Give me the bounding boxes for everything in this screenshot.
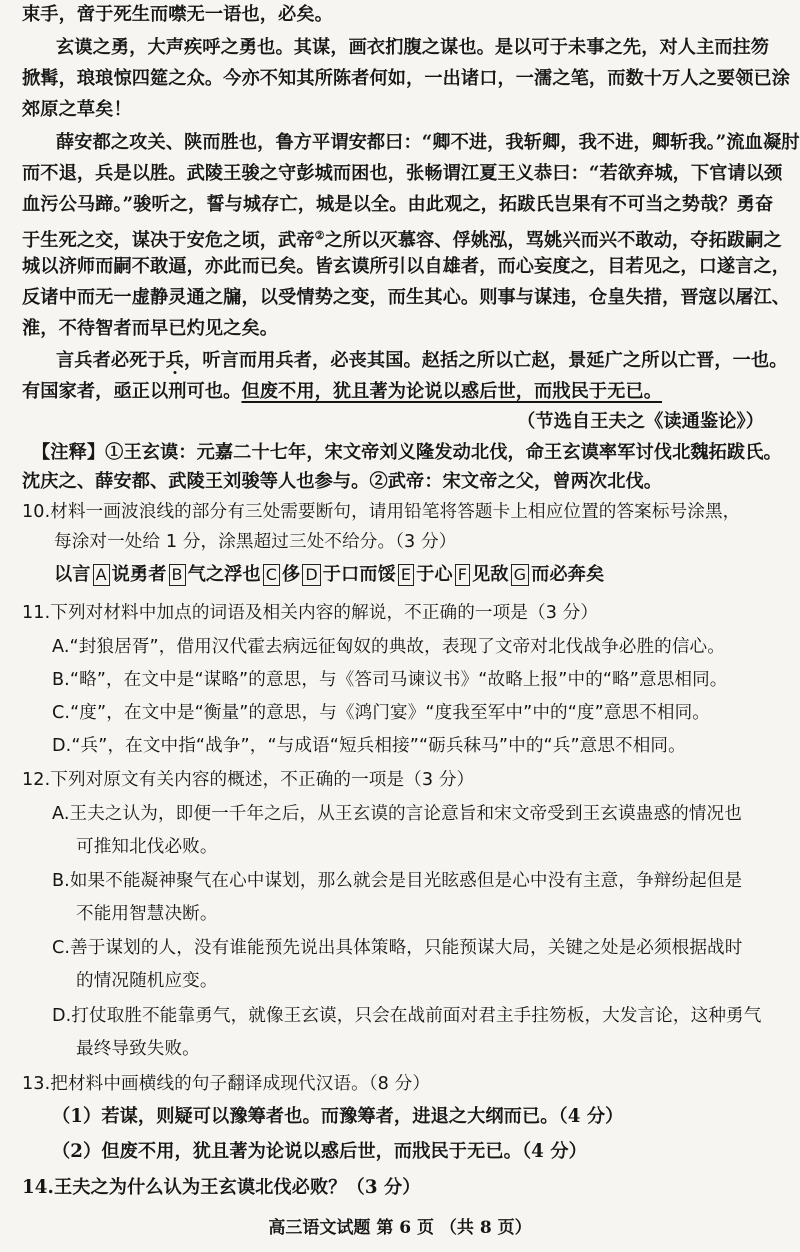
passage-line (22, 379, 662, 405)
q11-option-b: B.“略”，在文中是“谋略”的意思，与《答司马谏议书》“故略上报”中的“略”意思相同。 (52, 670, 728, 690)
passage-text: ，听言而用兵者，必丧其国。赵括之所以亡赵，景延广之所以亡晋，一也。 (184, 350, 788, 371)
footnote-marker: ② (314, 229, 325, 242)
q12-option-c-cont: 的情况随机应变。 (76, 971, 218, 991)
passage-line: 反诸中而无一虚静灵通之牖，以受情势之变，而生其心。则事与谋违，仓皇失措，晋寇以屠江、 (22, 287, 791, 308)
q10-segment: 于心 (416, 564, 453, 585)
passage-line: 血污公马蹄。”骏听之，誓与城存亡，城是以全。由此观之，拓跋氏岂果有不可当之势哉？勇奋 (22, 194, 774, 215)
dotted-word: 兵 (165, 350, 185, 371)
break-option-box[interactable]: F (455, 564, 470, 586)
break-option-box[interactable]: D (302, 564, 320, 586)
q12-option-d: D.打仗取胜不能靠勇气，就像王玄谟，只会在战前面对君主手拄笏板，大发言论，这种勇气 (52, 1006, 762, 1026)
q10-segment: 于口而馁 (322, 564, 396, 585)
q12-stem: 12.下列对原文有关内容的概述，不正确的一项是（3 分） (22, 770, 475, 790)
passage-text: 之所以灭慕容、俘姚泓，骂姚兴而兴不敢动，夺拓跋嗣之 (324, 230, 782, 252)
passage-line (22, 223, 782, 254)
notes-line (32, 440, 782, 466)
q13-stem: 13.把材料中画横线的句子翻译成现代汉语。（8 分） (22, 1074, 431, 1094)
passage-line: 束手，啻于死生而噤无一语也，必矣。 (22, 4, 333, 25)
q12-option-b: B.如果不能凝神聚气在心中谋划，那么就会是目光眩惑但是心中没有主意，争辩纷起但是 (52, 871, 743, 891)
break-option-box[interactable]: A (93, 564, 110, 586)
q13-sentence-2: （2）但废不用，犹且著为论说以惑后世，而戕民于无已。（4 分） (52, 1141, 587, 1162)
q10-segment: 说勇者 (111, 564, 167, 585)
q11-option-a: A.“封狼居胥”，借用汉代霍去病远征匈奴的典故，表现了文帝对北伐战争必胜的信心。 (52, 637, 725, 657)
passage-text: 于生死之交，谋决于安危之顷，武帝 (22, 230, 315, 252)
passage-text: 有国家者，亟正以刑可也。 (22, 381, 242, 402)
q10-stem: 10.材料一画波浪线的部分有三处需要断句，请用铅笔将答题卡上相应位置的答案标号涂黑， (22, 502, 741, 522)
page-footer: 高三语文试题 第 6 页 （共 8 页） (268, 1218, 532, 1238)
break-option-box[interactable]: G (511, 564, 530, 586)
passage-line: 而不退，兵是以胜。武陵王骏之守彭城而困也，张畅谓江夏王义恭曰：“若欲弃城，下官请以颈 (22, 163, 783, 184)
passage-line: 淮，不待智者而早已灼见之矣。 (22, 318, 279, 339)
q10-stem: 每涂对一处给 1 分，涂黑超过三处不给分。（3 分） (54, 532, 457, 552)
passage-line: 城以济师而嗣不敢逼，亦此而已矣。皆玄谟所引以自雄者，而心妄度之，目若见之，口遂言之， (22, 256, 791, 277)
q10-segment: 而必奔矣 (531, 564, 605, 585)
q10-sentence (54, 562, 604, 588)
q11-option-c: C.“度”，在文中是“衡量”的意思，与《鸿门宴》“度我至军中”中的“度”意思不相同。 (52, 703, 710, 723)
passage-line (56, 348, 788, 374)
q12-option-a-cont: 可推知北伐必败。 (76, 837, 218, 857)
q10-segment: 侈 (282, 564, 301, 585)
notes-label: 【注释】 (32, 442, 106, 463)
q12-option-c: C.善于谋划的人，没有谁能预先说出具体策略，只能预谋大局，关键之处是必须根据战时 (52, 938, 743, 958)
underlined-sentence: 但废不用，犹且著为论说以惑后世，而戕民于无已。 (241, 381, 663, 402)
q12-option-d-cont: 最终导致失败。 (76, 1039, 200, 1059)
q13-sentence-1: （1）若谋，则疑可以豫筹者也。而豫筹者，进退之大纲而已。（4 分） (52, 1106, 624, 1127)
passage-line: 薛安都之攻关、陕而胜也，鲁方平谓安都曰：“卿不进，我斩卿，我不进，卿斩我。”流血凝肘 (56, 132, 800, 153)
source-citation: （节选自王夫之《读通鉴论》） (517, 411, 764, 432)
notes-text: ①王玄谟：元嘉二十七年，宋文帝刘义隆发动北伐，命王玄谟率军讨伐北魏拓跋氏。 (105, 442, 782, 463)
break-option-box[interactable]: B (169, 564, 186, 586)
q12-option-a: A.王夫之认为，即便一千年之后，从王玄谟的言论意旨和宋文帝受到王玄谟蛊惑的情况也 (52, 804, 742, 824)
break-option-box[interactable]: C (263, 564, 280, 586)
q12-option-b-cont: 不能用智慧决断。 (76, 904, 218, 924)
passage-text: 言兵者必死于 (56, 350, 166, 371)
passage-line: 郊原之草矣！ (22, 99, 132, 120)
q11-stem: 11.下列对材料中加点的词语及相关内容的解说，不正确的一项是（3 分） (22, 603, 599, 623)
q10-segment: 见敌 (472, 564, 509, 585)
passage-line: 玄谟之勇，大声疾呼之勇也。其谋，画衣扪腹之谋也。是以可于未事之先，对人主而拄笏 (56, 37, 770, 58)
q14-stem: 14.王夫之为什么认为王玄谟北伐必败？（3 分） (22, 1177, 421, 1198)
break-option-box[interactable]: E (398, 564, 414, 586)
q10-segment: 气之浮也 (187, 564, 261, 585)
q10-segment: 以言 (54, 564, 91, 585)
q11-option-d: D.“兵”，在文中指“战争”，“与成语“短兵相接”“砺兵秣马”中的“兵”意思不相同。 (52, 736, 686, 756)
notes-line: 沈庆之、薛安都、武陵王刘骏等人也参与。②武帝：宋文帝之父，曾两次北伐。 (22, 471, 663, 492)
passage-line: 掀髯，琅琅惊四筵之众。今亦不知其所陈者何如，一出诸口，一濡之笔，而数十万人之要领已涂 (22, 68, 791, 89)
